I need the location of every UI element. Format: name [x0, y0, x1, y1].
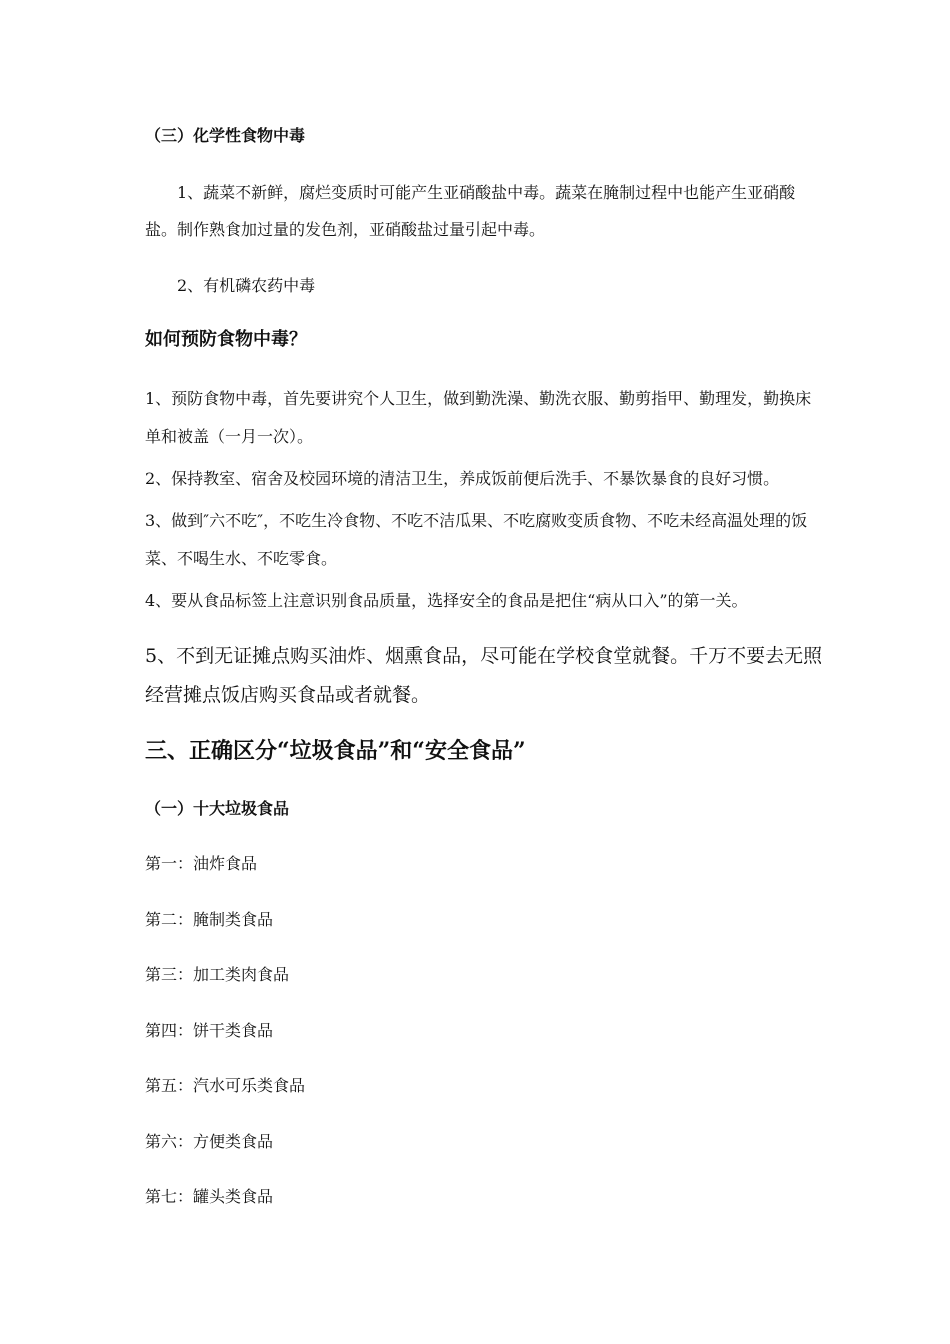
- sub-heading-top-ten-junk-food: （一）十大垃圾食品: [145, 799, 290, 818]
- list-item: 第一：油炸食品: [145, 854, 258, 873]
- list-item: 第四：饼干类食品: [145, 1021, 274, 1040]
- list-item: 第五：汽水可乐类食品: [145, 1076, 306, 1095]
- section-heading-chemical-poisoning: （三）化学性食物中毒: [145, 126, 306, 145]
- paragraph-line: 1、预防食物中毒，首先要讲究个人卫生，做到勤洗澡、勤洗衣服、勤剪指甲、勤理发，勤换床: [145, 389, 812, 408]
- paragraph-line: 单和被盖（一月一次）。: [145, 427, 314, 446]
- paragraph-line: 2、有机磷农药中毒: [177, 276, 316, 295]
- paragraph-line: 2、保持教室、宿舍及校园环境的清洁卫生，养成饭前便后洗手、不暴饮暴食的良好习惯。: [145, 469, 780, 488]
- section-heading-junk-vs-safe-food: 三、正确区分“垃圾食品”和“安全食品”: [145, 738, 526, 764]
- paragraph-line: 5、不到无证摊点购买油炸、烟熏食品，尽可能在学校食堂就餐。千万不要去无照: [145, 645, 823, 667]
- paragraph-line: 4、要从食品标签上注意识别食品质量，选择安全的食品是把住“病从口入”的第一关。: [145, 591, 748, 610]
- paragraph-line: 1、蔬菜不新鲜，腐烂变质时可能产生亚硝酸盐中毒。蔬菜在腌制过程中也能产生亚硝酸: [177, 183, 796, 202]
- list-item: 第七：罐头类食品: [145, 1187, 274, 1206]
- paragraph-line: 盐。制作熟食加过量的发色剂，亚硝酸盐过量引起中毒。: [145, 220, 546, 239]
- list-item: 第三：加工类肉食品: [145, 965, 290, 984]
- list-item: 第六：方便类食品: [145, 1132, 274, 1151]
- paragraph-line: 经营摊点饭店购买食品或者就餐。: [145, 684, 431, 706]
- list-item: 第二：腌制类食品: [145, 910, 274, 929]
- section-heading-prevention: 如何预防食物中毒？: [145, 329, 307, 350]
- paragraph-line: 3、做到″六不吃″，不吃生冷食物、不吃不洁瓜果、不吃腐败变质食物、不吃未经高温处理的饭: [145, 511, 808, 530]
- paragraph-line: 菜、不喝生水、不吃零食。: [145, 549, 338, 568]
